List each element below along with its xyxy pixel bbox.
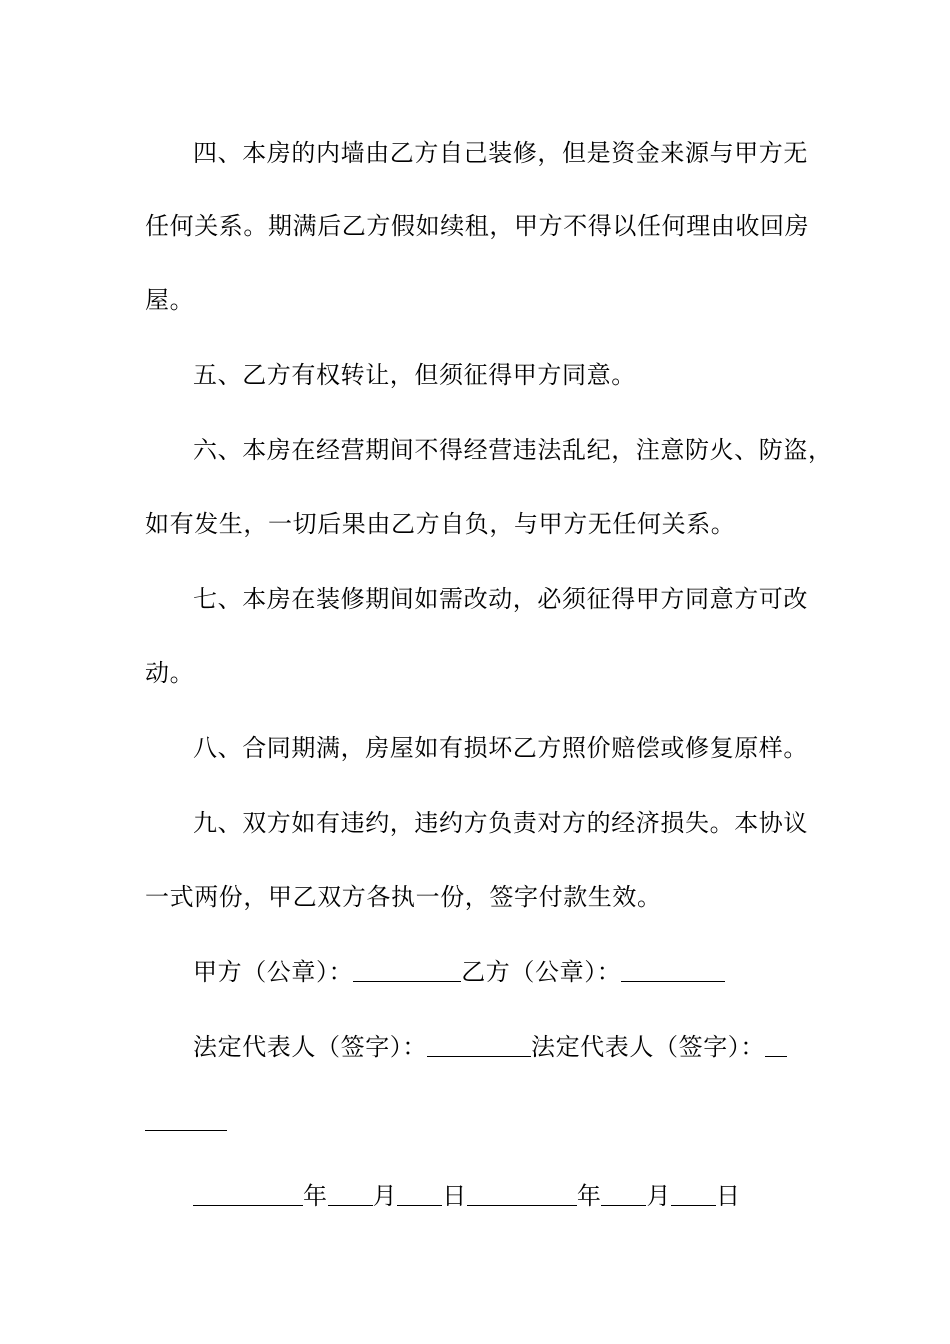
date-a-day-label: 日	[442, 1182, 467, 1210]
legal-rep-b-blank-end	[145, 1129, 227, 1131]
date-a-month-blank	[328, 1204, 373, 1206]
date-line	[193, 1181, 741, 1211]
party-b-seal-blank	[621, 980, 725, 982]
clause-4-line-3: 屋。	[145, 286, 195, 314]
party-a-seal-blank	[353, 980, 461, 982]
clause-9-line-2: 一式两份，甲乙双方各执一份，签字付款生效。	[145, 883, 662, 911]
legal-rep-continuation-line	[145, 1106, 227, 1136]
clause-7-line-1: 七、本房在装修期间如需改动，必须征得甲方同意方可改	[193, 585, 808, 613]
clause-4-line-1: 四、本房的内墙由乙方自己装修，但是资金来源与甲方无	[193, 139, 808, 167]
date-b-month-label: 月	[646, 1182, 672, 1210]
clause-8-line-1: 八、合同期满，房屋如有损坏乙方照价赔偿或修复原样。	[193, 734, 808, 762]
clause-6-line-2: 如有发生，一切后果由乙方自负，与甲方无任何关系。	[145, 510, 736, 538]
date-b-day-blank	[671, 1204, 716, 1206]
legal-rep-b-blank-start	[765, 1055, 787, 1057]
date-b-year-blank	[467, 1204, 577, 1206]
legal-rep-b-label: 法定代表人（签字）：	[531, 1033, 765, 1061]
clause-6-line-1: 六、本房在经营期间不得经营违法乱纪，注意防火、防盗，	[193, 436, 833, 464]
date-a-year-label: 年	[303, 1182, 328, 1210]
date-a-year-blank	[193, 1204, 303, 1206]
clause-9-line-1: 九、双方如有违约，违约方负责对方的经济损失。本协议	[193, 809, 808, 837]
party-b-seal-label: 乙方（公章）：	[461, 958, 622, 986]
legal-rep-a-label: 法定代表人（签字）：	[193, 1033, 427, 1061]
date-a-month-label: 月	[372, 1182, 398, 1210]
date-b-day-label: 日	[716, 1182, 741, 1210]
clause-7-line-2: 动。	[145, 659, 195, 687]
legal-rep-line	[193, 1032, 787, 1062]
date-b-year-label: 年	[576, 1182, 602, 1210]
clause-4-line-2: 任何关系。期满后乙方假如续租，甲方不得以任何理由收回房	[145, 212, 810, 240]
date-b-month-blank	[601, 1204, 646, 1206]
date-a-day-blank	[397, 1204, 442, 1206]
party-a-seal-label: 甲方（公章）：	[193, 958, 354, 986]
legal-rep-a-blank	[427, 1055, 531, 1057]
seal-line	[193, 957, 725, 987]
clause-5-line-1: 五、乙方有权转让，但须征得甲方同意。	[193, 361, 636, 389]
